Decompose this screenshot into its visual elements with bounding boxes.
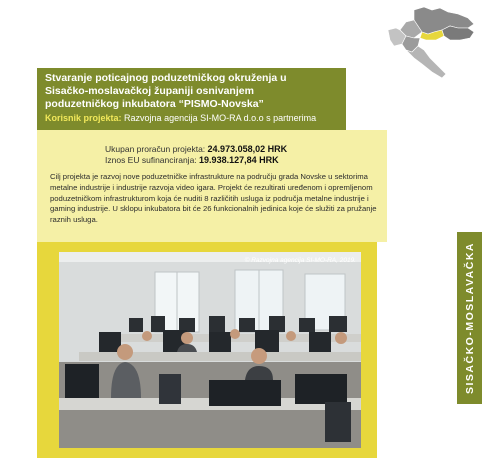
- budget-total-row: [105, 144, 287, 155]
- classroom-photo: [59, 252, 361, 448]
- classroom-photo-illustration: [59, 252, 361, 448]
- budget-block: [105, 144, 287, 166]
- beneficiary-label: Korisnik projekta:: [45, 113, 122, 123]
- photo-frame: [37, 242, 377, 458]
- map-region-slavonia: [442, 26, 474, 40]
- budget-eu-row: [105, 155, 287, 166]
- project-title-line-1: Stvaranje poticajnog poduzetničkog okruženja u: [45, 72, 287, 84]
- beneficiary-value: Razvojna agencija SI-MO-RA d.o.o s partnerima: [124, 113, 317, 123]
- croatia-map: [384, 4, 476, 80]
- photo-credit: © Razvojna agencija SI-MO-RA, 2019.: [244, 257, 356, 264]
- project-title-line-3: poduzetničkog inkubatora “PISMO-Novska”: [45, 98, 264, 110]
- county-tab: [457, 232, 482, 404]
- budget-total-value: 24.973.058,02 HRK: [207, 144, 288, 154]
- budget-total-label: Ukupan proračun projekta:: [105, 144, 206, 154]
- project-title-line-2: Sisačko-moslavačkoj županiji osnivanjem: [45, 85, 254, 97]
- beneficiary-line: [45, 112, 345, 124]
- budget-eu-label: Iznos EU sufinanciranja:: [105, 155, 197, 165]
- project-title-box: [37, 68, 346, 130]
- county-tab-label: SISAČKO-MOSLAVAČKA: [463, 241, 476, 395]
- croatia-map-svg: [384, 4, 476, 80]
- project-content: [37, 130, 387, 242]
- project-description: Cilj projekta je razvoj nove poduzetničke infrastrukture na području grada Novske u sektorima metalne industrije i industrije razvoja video igara. Projekt će rezultirati uređenom i opremljenom poduzetničkom infrastrukturom koja će nuditi 8 različitih usluga iz područja metalne industrije i gaming industrije. U sklopu inkubatora bit će 26 funkcionalnih jedinica koje će služiti za pružanje raznih usluga.: [50, 172, 377, 225]
- project-title: [45, 72, 345, 111]
- budget-eu-value: 19.938.127,84 HRK: [199, 155, 279, 165]
